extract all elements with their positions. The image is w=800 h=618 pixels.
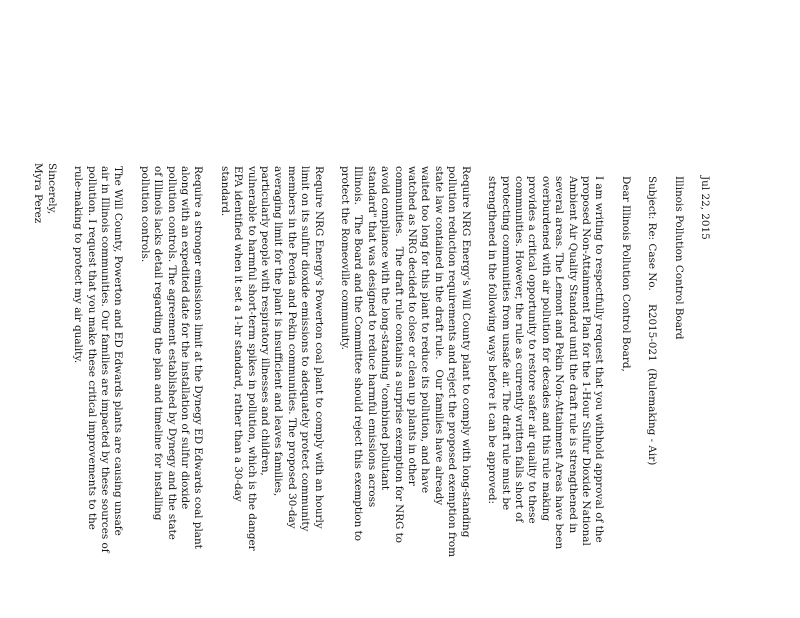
- paragraph-line: pollution. I request that you make these critical improvements to the: [85, 166, 98, 530]
- paragraph-line: pollution reduction requirements and reject the proposed exemption from: [446, 166, 459, 557]
- paragraph-line: communities. However, the rule as currently written falls short of: [512, 176, 525, 523]
- paragraph-will-county: [338, 166, 472, 618]
- paragraph-line: protect the Romeoville community.: [339, 166, 352, 350]
- paragraph-line: strengthened in the following ways before it can be approved:: [486, 176, 499, 505]
- paragraph-line: particularly people with respiratory illnesses and children,: [259, 166, 272, 476]
- paragraph-line: avoid compliance with the long-standing "combined pollutant: [379, 166, 392, 491]
- paragraph-line: protecting communities from unsafe air. The draft rule must be: [499, 176, 512, 511]
- paragraph-line: Require NRG Energy's Powerton coal plant to comply with an hourly: [312, 166, 325, 529]
- paragraph-line: proposed Non-Attainment Plan for the 1-Hour Sulfur Dioxide National: [579, 176, 592, 546]
- paragraph-ed-edwards: [137, 166, 204, 618]
- paragraph-intro: [485, 176, 606, 618]
- letter-closing: Sincerely,: [45, 163, 58, 215]
- paragraph-line: averaging limit for the plant is insufficient and leaves families,: [272, 166, 285, 497]
- letter-recipient: Illinois Pollution Control Board: [672, 176, 685, 340]
- paragraph-line: Require a stronger emissions limit at the Dynegy ED Edwards coal plant: [192, 166, 205, 549]
- paragraph-line: pollution controls.: [138, 166, 151, 263]
- paragraph-line: overburdened with air pollution for decades and this rule making: [539, 176, 552, 522]
- paragraph-line: Require NRG Energy's Will County plant to comply with long-standing: [459, 166, 472, 538]
- paragraph-line: several areas. The Lemont and Pekin Non-Attainment Areas have been: [553, 176, 566, 550]
- paragraph-line: vulnerable to harmful short-term spikes in pollution, which is the danger: [245, 166, 258, 551]
- paragraph-line: standard.: [218, 166, 231, 217]
- paragraph-line: I am writing to respectfully request that you withhold approval of the: [593, 176, 606, 543]
- paragraph-line: members in the Peoria and Pekin communities. The proposed 30-day: [285, 166, 298, 529]
- paragraph-line: The Will County, Powerton and ED Edwards plants are causing unsafe: [112, 166, 125, 536]
- letter-salutation: Dear Illinois Pollution Control Board,: [619, 176, 632, 372]
- paragraph-line: Ambient Air Quality Standard until the draft rule is strengthened in: [566, 176, 579, 534]
- paragraph-line: provides a critical opportunity to restore safer air quality to these: [526, 176, 539, 524]
- paragraph-line: of Illinois lacks detail regarding the plan and timeline for installing: [152, 166, 165, 521]
- paragraph-line: along with an expedited date for the installation of sulfur dioxide: [179, 166, 191, 510]
- paragraph-line: Illinois. The Board and the Committee should reject this exemption to: [352, 166, 365, 542]
- paragraph-powerton: [217, 166, 324, 618]
- letter-signature: Myra Perez: [32, 163, 45, 224]
- paragraph-line: waited too long for this plant to reduce its pollution, and have: [419, 166, 432, 494]
- paragraph-line: watched as NRG decided to close or clean up plants in other: [406, 166, 419, 486]
- paragraph-line: air in Illinois communities. Our families are impacted by these sources of: [98, 166, 111, 553]
- paragraph-line: standard" that was designed to reduce harmful emissions across: [365, 166, 378, 508]
- paragraph-line: state law contained in the draft rule. Our families have already: [432, 166, 445, 506]
- paragraph-line: limit on its sulfur dioxide emissions to adequately protect community: [299, 166, 312, 532]
- paragraph-line: EPA identified when it set a 1-hr standard, rather than a 30-day: [232, 166, 245, 502]
- paragraph-line: rule-making to protect my air quality.: [72, 166, 85, 364]
- paragraph-line: communities. The draft rule contains a surprise exemption for NRG to: [392, 166, 405, 544]
- letter-date: Jul 22, 2015: [699, 176, 711, 240]
- paragraph-conclusion: [71, 166, 125, 618]
- letter-subject: Subject: Re: Case No. R2015-021 (Rulemaking - Air): [646, 176, 659, 466]
- paragraph-line: pollution controls. The agreement established by Dynegy and the state: [165, 166, 178, 540]
